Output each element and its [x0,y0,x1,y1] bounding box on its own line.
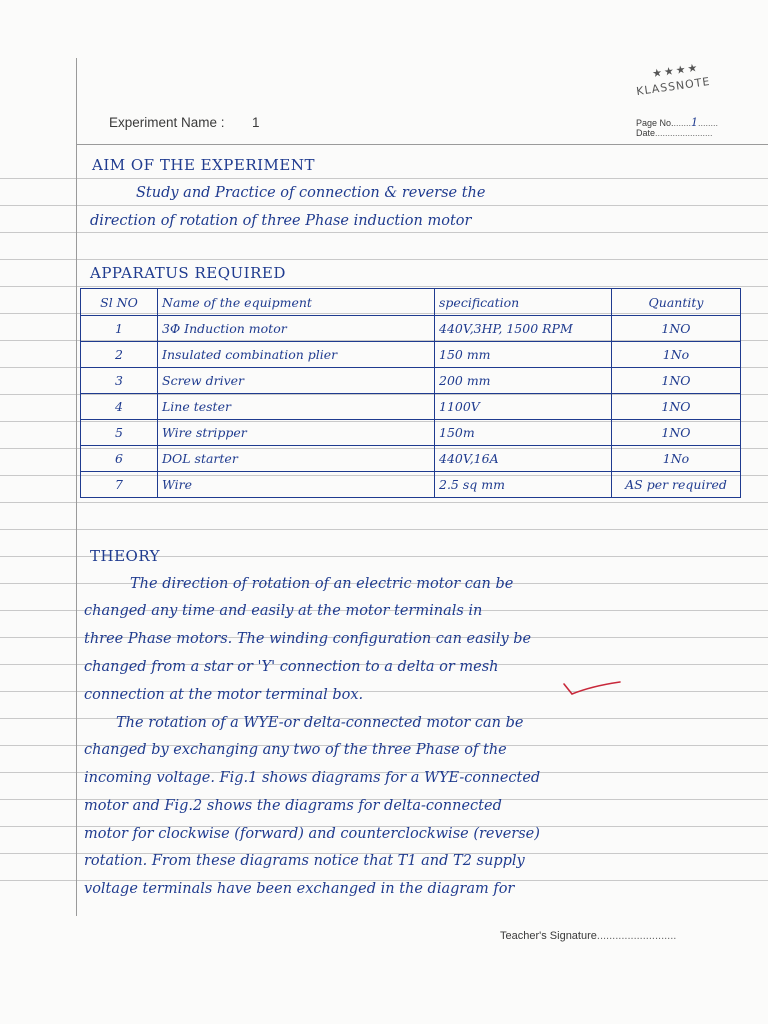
apparatus-heading: APPARATUS REQUIRED [90,264,286,282]
brand-stars-icon: ★★★★ [651,60,701,81]
cell-sl-no: 4 [81,394,158,420]
cell-sl-no: 7 [81,472,158,498]
theory-line: rotation. From these diagrams notice that T1 and T2 supply [84,853,525,869]
page-number-value: 1 [691,116,699,129]
teacher-check-mark-icon [562,676,622,698]
cell-sl-no: 2 [81,342,158,368]
cell-sl-no: 1 [81,316,158,342]
cell-specification: 440V,3HP, 1500 RPM [435,316,612,342]
column-header-sl-no: Sl NO [81,289,158,316]
aim-heading: AIM OF THE EXPERIMENT [92,156,315,174]
cell-quantity: AS per required [612,472,741,498]
aim-line: Study and Practice of connection & reverse the [136,185,486,201]
table-row [81,472,741,498]
margin-line [76,58,77,916]
table-row [81,368,741,394]
table-row [81,446,741,472]
apparatus-table [80,288,741,498]
cell-specification: 200 mm [435,368,612,394]
table-row [81,342,741,368]
column-header-specification: specification [435,289,612,316]
cell-quantity: 1NO [612,368,741,394]
teacher-signature-field: Teacher's Signature.......................... [500,930,677,942]
cell-equipment: Wire stripper [158,420,435,446]
date-field: Date....................... [636,128,713,138]
theory-line: incoming voltage. Fig.1 shows diagrams for a WYE-connected [84,770,541,786]
theory-line: three Phase motors. The winding configuration can easily be [84,631,532,647]
table-header-row [81,289,741,316]
theory-line: The rotation of a WYE-or delta-connected motor can be [116,715,524,731]
theory-line: motor for clockwise (forward) and counterclockwise (reverse) [84,826,540,842]
theory-line: motor and Fig.2 shows the diagrams for delta-connected [84,798,502,814]
brand-logo: KLASSNOTE [635,74,712,99]
table-row [81,394,741,420]
cell-equipment: Insulated combination plier [158,342,435,368]
cell-specification: 150 mm [435,342,612,368]
page-number: Page No........1........ [636,116,719,129]
cell-specification: 150m [435,420,612,446]
cell-quantity: 1No [612,342,741,368]
cell-quantity: 1No [612,446,741,472]
date-label: Date [636,128,656,138]
teacher-signature-label: Teacher's Signature [500,930,597,942]
cell-equipment: 3Φ Induction motor [158,316,435,342]
page-number-label: Page No. [636,118,674,128]
theory-line: changed from a star or 'Y' connection to a delta or mesh [84,659,499,675]
experiment-name-label: Experiment Name : [109,115,225,130]
cell-specification: 1100V [435,394,612,420]
cell-specification: 440V,16A [435,446,612,472]
column-header-equipment: Name of the equipment [158,289,435,316]
cell-equipment: DOL starter [158,446,435,472]
cell-equipment: Screw driver [158,368,435,394]
table-row [81,420,741,446]
cell-quantity: 1NO [612,394,741,420]
theory-line: The direction of rotation of an electric motor can be [130,576,514,592]
theory-line: voltage terminals have been exchanged in the diagram for [84,881,515,897]
theory-line: changed by exchanging any two of the three Phase of the [84,742,507,758]
header-divider [76,144,768,145]
column-header-quantity: Quantity [612,289,741,316]
cell-sl-no: 6 [81,446,158,472]
cell-specification: 2.5 sq mm [435,472,612,498]
experiment-name-value: 1 [252,115,260,130]
cell-sl-no: 5 [81,420,158,446]
cell-quantity: 1NO [612,420,741,446]
cell-equipment: Wire [158,472,435,498]
theory-heading: THEORY [90,547,161,565]
table-row [81,316,741,342]
theory-line: connection at the motor terminal box. [84,687,364,703]
cell-quantity: 1NO [612,316,741,342]
cell-sl-no: 3 [81,368,158,394]
theory-line: changed any time and easily at the motor terminals in [84,603,483,619]
cell-equipment: Line tester [158,394,435,420]
aim-line: direction of rotation of three Phase induction motor [90,213,472,229]
